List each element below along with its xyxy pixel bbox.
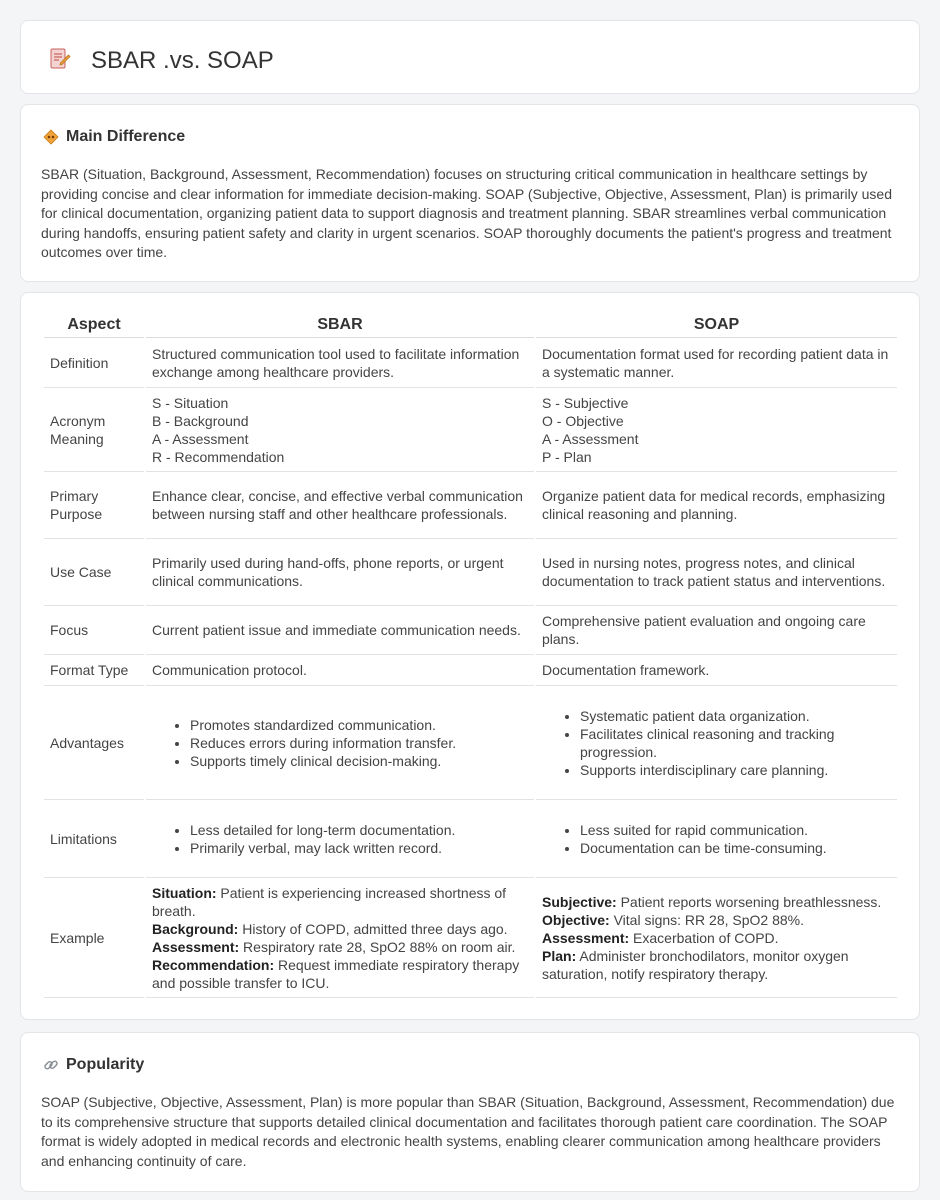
acronym-line: S - Situation: [152, 394, 229, 411]
list-item: • Documentation can be time-consuming.: [580, 839, 891, 857]
comparison-table: [42, 314, 899, 998]
table-row: [44, 800, 897, 878]
acronym-line: R - Recommendation: [152, 448, 285, 465]
soap-cell: [536, 388, 897, 472]
popularity-header: [43, 1055, 144, 1076]
example-text: Patient reports worsening breathlessness.: [616, 893, 882, 910]
sbar-cell: Current patient issue and immediate communication needs.: [146, 606, 534, 655]
example-label: Subjective:: [542, 893, 617, 910]
main-difference-card: [20, 104, 920, 282]
sbar-cell: Primarily used during hand-offs, phone reports, or urgent clinical communications.: [146, 539, 534, 606]
list-item: • Less suited for rapid communication.: [580, 821, 891, 839]
aspect-cell: Limitations: [44, 800, 144, 878]
example-label: Assessment:: [542, 929, 630, 946]
soap-cell: [536, 800, 897, 878]
example-line: [152, 938, 528, 956]
sbar-cell: Enhance clear, concise, and effective verbal communication between nursing staff and other healthcare professionals.: [146, 472, 534, 539]
soap-cell: Documentation framework.: [536, 655, 897, 686]
list-item: • Reduces errors during information transfer.: [190, 734, 528, 752]
acronym-line: O - Objective: [542, 412, 624, 429]
aspect-cell: Advantages: [44, 686, 144, 800]
example-text: Administer bronchodilators, monitor oxygen saturation, notify respiratory therapy.: [542, 947, 849, 982]
example-text: Request immediate respiratory therapy and possible transfer to ICU.: [152, 956, 520, 991]
example-line: [152, 956, 528, 992]
acronym-line: B - Background: [152, 412, 249, 429]
document-edit-icon: [48, 47, 72, 71]
link-icon: [43, 1057, 59, 1073]
example-text: Vital signs: RR 28, SpO2 88%.: [609, 911, 804, 928]
example-line: [542, 893, 891, 911]
table-row: [44, 539, 897, 606]
list-item: • Supports interdisciplinary care planning.: [580, 761, 891, 779]
aspect-cell: Focus: [44, 606, 144, 655]
header-sbar: SBAR: [146, 314, 534, 338]
list-item: • Supports timely clinical decision-making.: [190, 752, 528, 770]
sbar-cell: [146, 800, 534, 878]
main-difference-text: SBAR (Situation, Background, Assessment, Recommendation) focuses on structuring critical communication in healthcare settings by providing concise and clear information for immediate decision-making. SOAP (Subjective, Objective, Assessment, Plan) is primarily used for clinical documentation, organizing patient data to support diagnosis and treatment planning. SBAR streamlines verbal communication during handoffs, ensuring patient safety and clarity in urgent scenarios. SOAP thoroughly documents the patient's progress and treatment outcomes over time.: [41, 166, 892, 260]
example-label: Assessment:: [152, 938, 240, 955]
aspect-cell: Acronym Meaning: [44, 388, 144, 472]
aspect-cell: Primary Purpose: [44, 472, 144, 539]
example-line: [152, 884, 528, 920]
soap-cell: [536, 878, 897, 998]
popularity-card: [20, 1032, 920, 1192]
list-item: • Promotes standardized communication.: [190, 716, 528, 734]
soap-cell: Organize patient data for medical records, emphasizing clinical reasoning and planning.: [536, 472, 897, 539]
main-difference-header: [43, 127, 185, 148]
soap-cell: Used in nursing notes, progress notes, and clinical documentation to track patient status and interventions.: [536, 539, 897, 606]
sbar-cell: Communication protocol.: [146, 655, 534, 686]
title-card: [20, 20, 920, 94]
soap-cell: [536, 686, 897, 800]
acronym-line: A - Assessment: [542, 430, 639, 447]
acronym-line: P - Plan: [542, 448, 592, 465]
list-item: • Primarily verbal, may lack written record.: [190, 839, 528, 857]
example-label: Background:: [152, 920, 239, 937]
aspect-cell: Format Type: [44, 655, 144, 686]
list-item: • Facilitates clinical reasoning and tracking progression.: [580, 725, 891, 761]
acronym-line: A - Assessment: [152, 430, 249, 447]
list-item: • Less detailed for long-term documentation.: [190, 821, 528, 839]
example-line: [542, 947, 891, 983]
popularity-text: SOAP (Subjective, Objective, Assessment, Plan) is more popular than SBAR (Situation, Background, Assessment, Recommendation) due to its comprehensive structure that supports detailed clinical documentation and facilitates thorough patient care coordination. The SOAP format is widely adopted in medical records and electronic health systems, enabling clearer communication among healthcare providers and enhancing continuity of care.: [41, 1094, 895, 1169]
example-line: [542, 929, 891, 947]
table-row: [44, 878, 897, 998]
sbar-cell: Structured communication tool used to facilitate information exchange among healthcare providers.: [146, 338, 534, 388]
soap-cell: Documentation format used for recording patient data in a systematic manner.: [536, 338, 897, 388]
header-aspect: Aspect: [44, 314, 144, 338]
table-row: [44, 472, 897, 539]
acronym-line: S - Subjective: [542, 394, 629, 411]
aspect-cell: Use Case: [44, 539, 144, 606]
example-text: History of COPD, admitted three days ago.: [238, 920, 508, 937]
sbar-cell: [146, 388, 534, 472]
table-row: [44, 655, 897, 686]
sbar-cell: [146, 686, 534, 800]
aspect-cell: Example: [44, 878, 144, 998]
table-row: [44, 606, 897, 655]
example-line: [152, 920, 528, 938]
example-label: Situation:: [152, 884, 217, 901]
example-text: Respiratory rate 28, SpO2 88% on room air.: [239, 938, 516, 955]
example-label: Plan:: [542, 947, 577, 964]
page-title: SBAR .vs. SOAP: [91, 47, 274, 74]
list-item: • Systematic patient data organization.: [580, 707, 891, 725]
popularity-heading: Popularity: [66, 1056, 145, 1073]
aspect-cell: Definition: [44, 338, 144, 388]
table-row: [44, 686, 897, 800]
main-difference-heading: Main Difference: [66, 128, 186, 145]
soap-cell: Comprehensive patient evaluation and ongoing care plans.: [536, 606, 897, 655]
table-header-row: [44, 314, 897, 338]
diamond-warning-icon: [43, 129, 59, 145]
example-text: Exacerbation of COPD.: [629, 929, 779, 946]
table-row: [44, 338, 897, 388]
example-label: Recommendation:: [152, 956, 275, 973]
example-label: Objective:: [542, 911, 610, 928]
header-soap: SOAP: [536, 314, 897, 338]
example-text: Patient is experiencing increased shortness of breath.: [152, 884, 507, 919]
sbar-cell: [146, 878, 534, 998]
comparison-card: [20, 292, 920, 1020]
example-line: [542, 911, 891, 929]
table-row: [44, 388, 897, 472]
